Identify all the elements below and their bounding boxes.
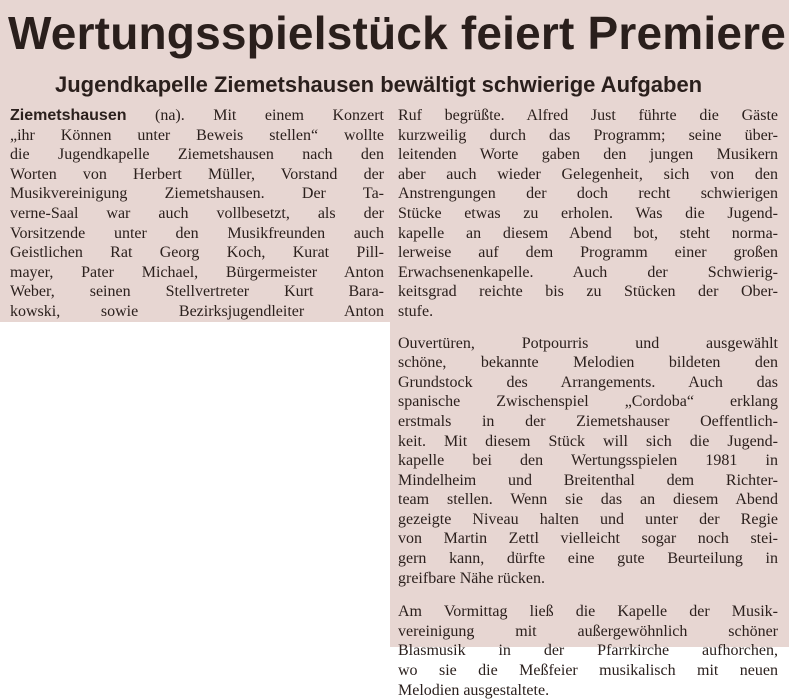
text-line: Stücke etwas zu erholen. Was die Jugend- (398, 204, 778, 222)
text-line: Erwachsenenkapelle. Auch der Schwierig- (398, 263, 778, 281)
text-line: aber auch wieder Gelegenheit, sich von den (398, 165, 778, 183)
text-line: team stellen. Wenn sie das an diesem Abend (398, 491, 778, 509)
text-line: Blasmusik in der Pfarrkirche aufhorchen, (398, 642, 778, 660)
text-line: mayer, Pater Michael, Bürgermeister Anton (10, 263, 384, 281)
text-line: spanische Zwischenspiel „Cordoba“ erklang (398, 393, 778, 411)
right-paragraph-1 (398, 106, 778, 322)
text-line: Weber, seinen Stellvertreter Kurt Bara- (10, 283, 384, 301)
text-line: „ihr Können unter Beweis stellen“ wollte (10, 126, 384, 144)
right-paragraph-2 (398, 334, 778, 589)
text-line: gern kann, dürfte eine gute Beurteilung in (398, 550, 778, 568)
text-line: von Martin Zettl vielleicht sogar noch stei- (398, 530, 778, 548)
text-line: Mindelheim und Breitenthal dem Richter- (398, 471, 778, 489)
text-line: wo sie die Meßfeier musikalisch mit neuen (398, 662, 778, 680)
text-line: leitenden Worte gaben den jungen Musikern (398, 146, 778, 164)
text-line: Melodien ausgestaltete. (398, 681, 550, 699)
dateline: Ziemetshausen (10, 107, 127, 124)
text-line: kapelle an diesem Abend bot, steht norma- (398, 224, 778, 242)
text-line: Anstrengungen der doch recht schwierigen (398, 185, 778, 203)
headline: Wertungsspielstück feiert Premiere (8, 7, 787, 59)
text-line: Worten von Herbert Müller, Vorstand der (10, 165, 384, 183)
text-line: greifbare Nähe rücken. (398, 569, 546, 587)
text-line: kurzweilig durch das Programm; seine über- (398, 126, 778, 144)
text-line: verne-Saal war auch vollbesetzt, als der (10, 204, 384, 222)
text-line: gezeigte Niveau halten und unter der Regie (398, 510, 778, 528)
text-line: keit. Mit diesem Stück will sich die Jugend- (398, 432, 778, 450)
text-line: Musikvereinigung Ziemetshausen. Der Ta- (10, 185, 384, 203)
text-line: lerweise auf dem Programm einer großen (398, 244, 778, 262)
text-line: vereinigung mit außergewöhnlich schöner (398, 622, 778, 640)
text-line: Ouvertüren, Potpourris und ausgewählt (398, 334, 778, 352)
right-column (398, 106, 778, 700)
text-line (10, 106, 384, 126)
paragraph-spacer (398, 588, 778, 602)
text-line: Am Vormittag ließ die Kapelle der Musik- (398, 603, 778, 621)
text-line: Grundstock des Arrangements. Auch das (398, 373, 778, 391)
text-line: keitsgrad reichte bis zu Stücken der Ober- (398, 283, 778, 301)
text-line: Ruf begrüßte. Alfred Just führte die Gäste (398, 107, 778, 124)
text-line: kowski, sowie Bezirksjugendleiter Anton (10, 302, 384, 320)
left-paragraph (10, 106, 384, 322)
text-line: Geistlichen Rat Georg Koch, Kurat Pill- (10, 244, 384, 262)
text-line: die Jugendkapelle Ziemetshausen nach den (10, 146, 384, 164)
text-line: kapelle bei den Wertungsspielen 1981 in (398, 452, 778, 470)
text-line: Vorsitzende unter den Musikfreunden auch (10, 224, 384, 242)
subheadline: Jugendkapelle Ziemetshausen bewältigt schwierige Aufgaben (55, 72, 703, 97)
text-line: erstmals in der Ziemetshauser Oeffentlich- (398, 412, 778, 430)
paragraph-spacer (398, 322, 778, 334)
right-paragraph-3 (398, 602, 778, 700)
text-line: stufe. (398, 302, 434, 320)
text-line: schöne, bekannte Melodien bildeten den (398, 354, 778, 372)
left-column (10, 106, 384, 322)
text-line-rest: (na). Mit einem Konzert (126, 107, 384, 124)
